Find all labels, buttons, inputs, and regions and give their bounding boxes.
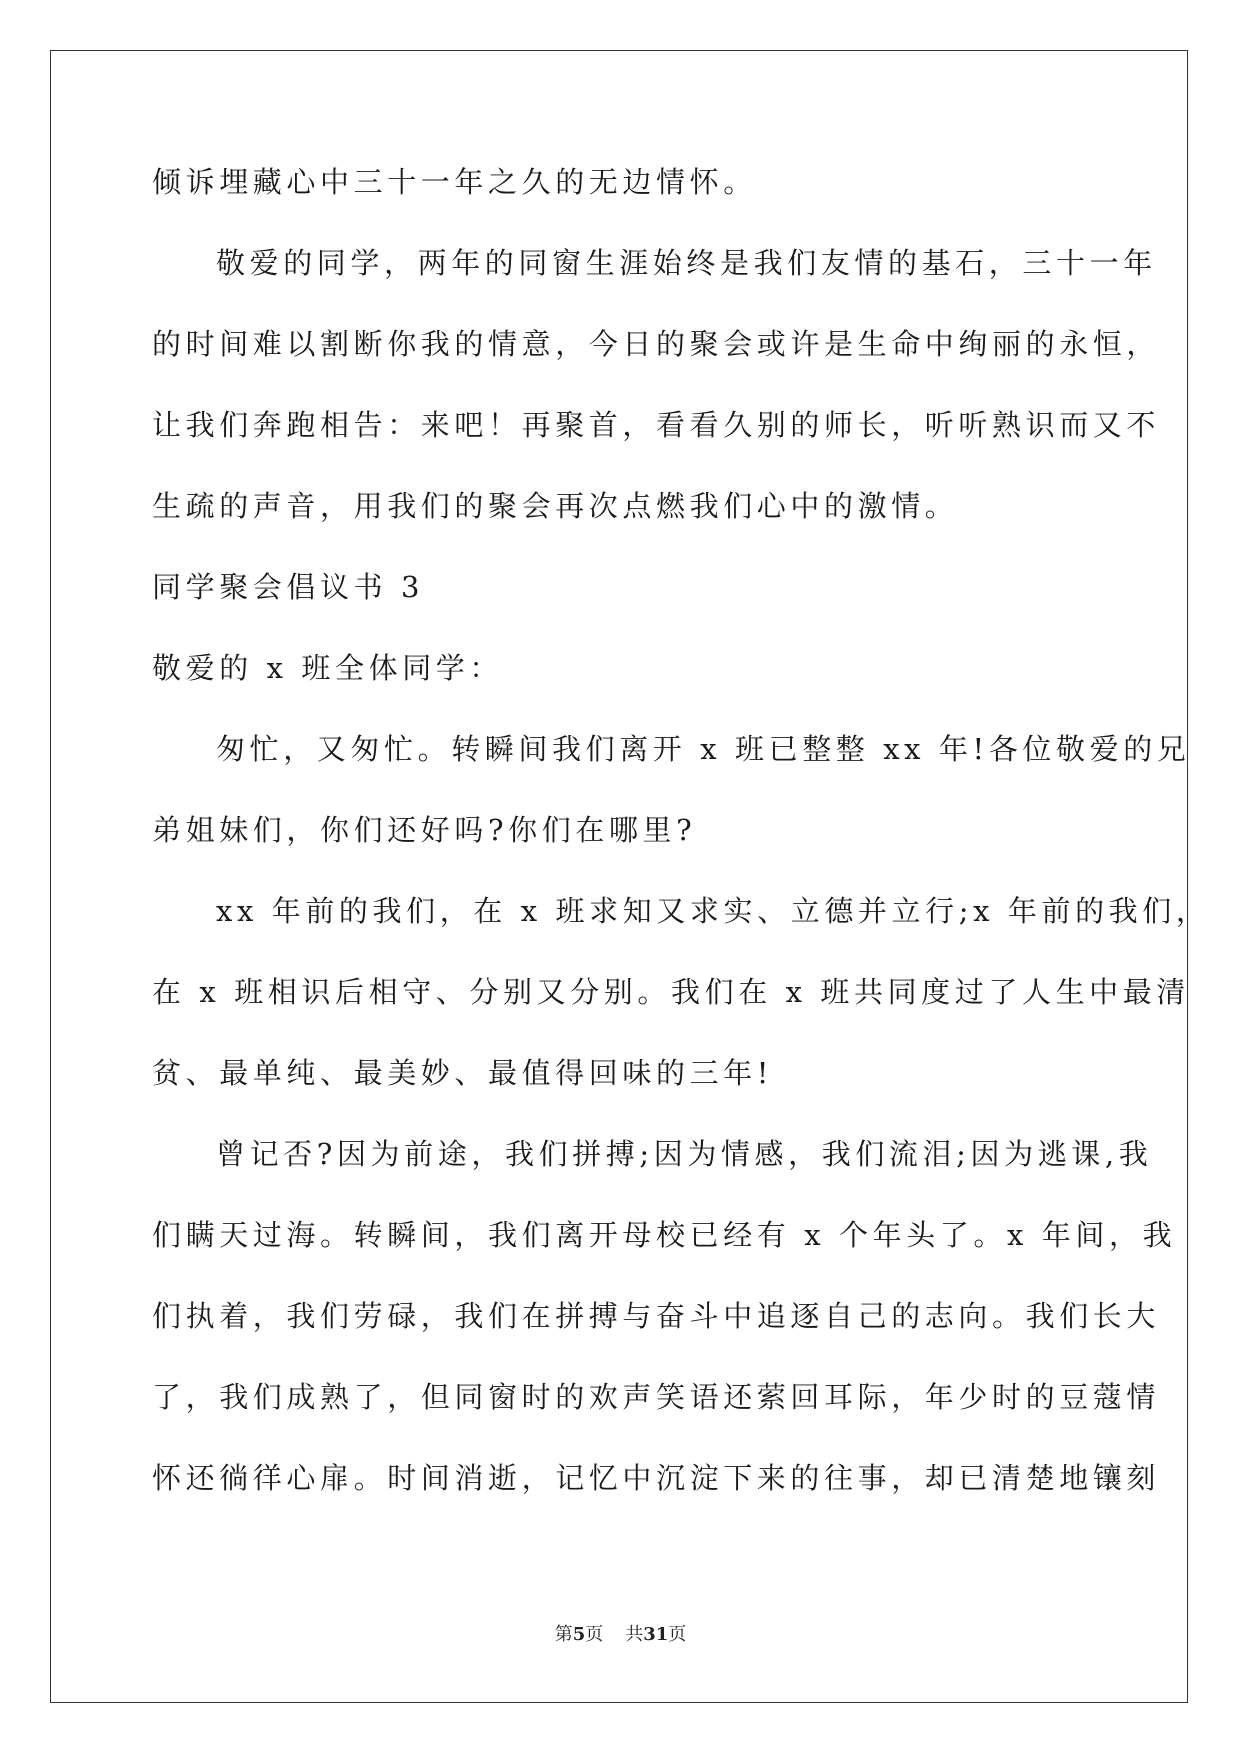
salutation: 敬爱的 x 班全体同学： [152, 651, 503, 685]
page-prefix: 第 [554, 1624, 573, 1645]
text-line: 让我们奔跑相告：来吧！再聚首，看看久别的师长，听听熟识而又不 [152, 408, 1161, 442]
text-line: 了，我们成熟了，但同窗时的欢声笑语还萦回耳际，年少时的豆蔻情 [152, 1380, 1161, 1414]
text-line: 们执着，我们劳碌，我们在拼搏与奋斗中追逐自己的志向。我们长大 [152, 1299, 1161, 1333]
document-body [152, 162, 1210, 1539]
page-suffix: 页 [585, 1624, 604, 1645]
total-suffix: 页 [668, 1624, 687, 1645]
text-line: 在 x 班相识后相守、分别又分别。我们在 x 班共同度过了人生中最清 [152, 975, 1190, 1009]
paragraph-start: 曾记否?因为前途，我们拼搏;因为情感，我们流泪;因为逃课,我 [216, 1137, 1153, 1171]
text-line: 们瞒天过海。转瞬间，我们离开母校已经有 x 个年头了。x 年间，我 [152, 1218, 1177, 1252]
text-line: 贫、最单纯、最美妙、最值得回味的三年! [152, 1056, 774, 1090]
text-line: 倾诉埋藏心中三十一年之久的无边情怀。 [152, 165, 757, 199]
total-prefix: 共 [625, 1624, 644, 1645]
text-line: 怀还徜徉心扉。时间消逝，记忆中沉淀下来的往事，却已清楚地镶刻 [152, 1461, 1161, 1495]
paragraph-start: 匆忙，又匆忙。转瞬间我们离开 x 班已整整 xx 年!各位敬爱的兄 [216, 732, 1191, 766]
section-heading: 同学聚会倡议书 3 [152, 570, 425, 604]
text-line: 生疏的声音，用我们的聚会再次点燃我们心中的激情。 [152, 489, 959, 523]
total-pages: 31 [643, 1624, 669, 1645]
page-number: 5 [572, 1624, 586, 1645]
paragraph-start: 敬爱的同学，两年的同窗生涯始终是我们友情的基石，三十一年 [216, 246, 1157, 280]
paragraph-start: xx 年前的我们，在 x 班求知又求实、立德并立行;x 年前的我们， [216, 894, 1210, 928]
text-line: 的时间难以割断你我的情意，今日的聚会或许是生命中绚丽的永恒， [152, 327, 1161, 361]
page-footer [0, 1620, 1241, 1646]
text-line: 弟姐妹们，你们还好吗?你们在哪里? [152, 813, 697, 847]
